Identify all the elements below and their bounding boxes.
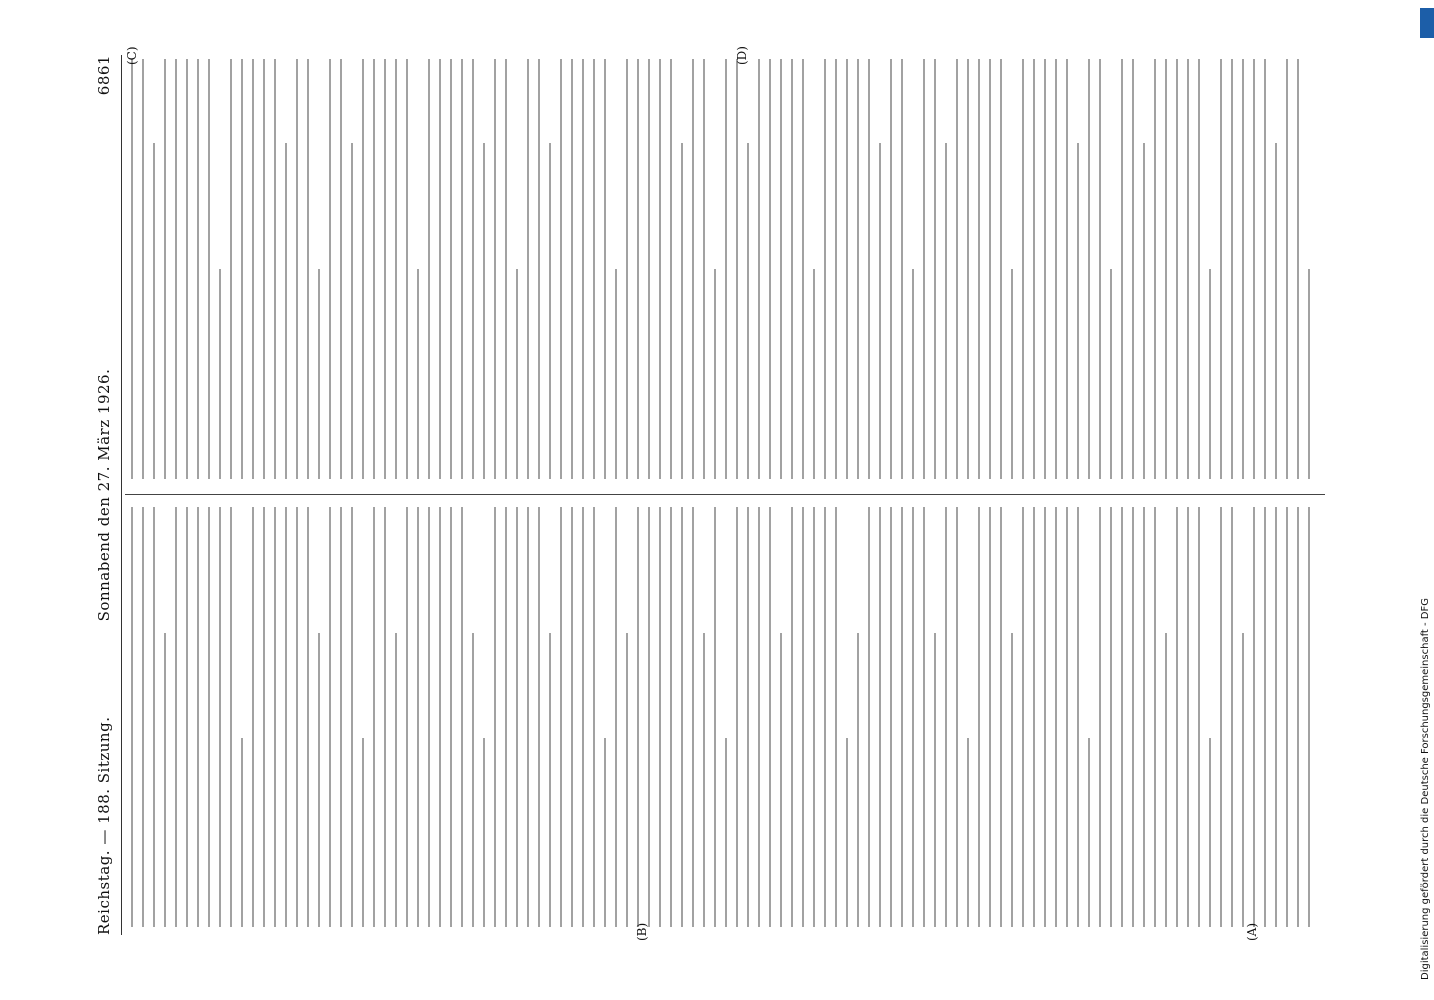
text-line	[274, 507, 276, 927]
text-line	[208, 59, 210, 479]
text-line	[868, 59, 870, 479]
text-line	[626, 633, 628, 927]
text-line	[340, 59, 342, 479]
text-line	[648, 59, 650, 479]
text-line	[835, 507, 837, 927]
text-line	[736, 507, 738, 927]
text-line	[263, 59, 265, 479]
text-line	[1132, 59, 1134, 479]
text-line	[956, 59, 958, 479]
text-line	[989, 59, 991, 479]
text-line	[1220, 59, 1222, 479]
text-line	[538, 59, 540, 479]
text-line	[791, 59, 793, 479]
text-line	[1143, 507, 1145, 927]
text-line	[703, 633, 705, 927]
text-line	[1033, 507, 1035, 927]
text-line	[1132, 507, 1134, 927]
text-line	[241, 738, 243, 927]
text-line	[1110, 269, 1112, 479]
text-line	[428, 59, 430, 479]
text-line	[1209, 738, 1211, 927]
text-line	[417, 269, 419, 479]
text-line	[890, 507, 892, 927]
text-line	[307, 507, 309, 927]
text-line	[1066, 507, 1068, 927]
text-line	[494, 507, 496, 927]
text-line	[1088, 738, 1090, 927]
text-line	[879, 143, 881, 479]
text-line	[483, 738, 485, 927]
text-line	[747, 507, 749, 927]
text-line	[1264, 59, 1266, 479]
text-line	[307, 59, 309, 479]
text-line	[1187, 59, 1189, 479]
text-line	[252, 507, 254, 927]
text-line	[208, 507, 210, 927]
text-line	[197, 59, 199, 479]
text-line	[384, 59, 386, 479]
text-line	[1165, 59, 1167, 479]
dfg-logo	[1420, 8, 1434, 38]
text-line	[1110, 507, 1112, 927]
margin-marker-a: (A)	[1245, 922, 1259, 941]
text-line	[934, 633, 936, 927]
text-line	[747, 143, 749, 479]
text-line	[340, 507, 342, 927]
text-line	[1055, 59, 1057, 479]
text-line	[296, 507, 298, 927]
text-line	[813, 269, 815, 479]
text-line	[1022, 59, 1024, 479]
text-line	[1231, 59, 1233, 479]
text-line	[846, 59, 848, 479]
text-line	[505, 507, 507, 927]
text-line	[967, 738, 969, 927]
text-line	[978, 59, 980, 479]
text-line	[406, 507, 408, 927]
text-line	[626, 59, 628, 479]
text-line	[857, 59, 859, 479]
text-line	[560, 507, 562, 927]
text-line	[604, 738, 606, 927]
text-line	[1209, 269, 1211, 479]
text-line	[1242, 59, 1244, 479]
text-line	[219, 269, 221, 479]
text-line	[351, 507, 353, 927]
text-line	[439, 59, 441, 479]
text-line	[615, 507, 617, 927]
text-line	[1264, 507, 1266, 927]
page-header	[95, 55, 121, 935]
text-line	[901, 59, 903, 479]
text-line	[230, 59, 232, 479]
text-line	[571, 507, 573, 927]
text-line	[329, 59, 331, 479]
text-line	[1077, 143, 1079, 479]
text-line	[1176, 507, 1178, 927]
text-line	[659, 507, 661, 927]
text-line	[164, 633, 166, 927]
text-line	[450, 507, 452, 927]
text-line	[285, 507, 287, 927]
text-line	[362, 738, 364, 927]
text-line	[351, 143, 353, 479]
text-line	[274, 59, 276, 479]
text-line	[835, 59, 837, 479]
text-line	[494, 59, 496, 479]
text-line	[1297, 507, 1299, 927]
text-line	[582, 59, 584, 479]
text-line	[725, 59, 727, 479]
text-line	[692, 507, 694, 927]
text-line	[230, 507, 232, 927]
text-line	[164, 59, 166, 479]
text-line	[967, 59, 969, 479]
text-line	[296, 59, 298, 479]
text-line	[175, 59, 177, 479]
text-line	[593, 59, 595, 479]
text-line	[582, 507, 584, 927]
rotated-page-content	[95, 45, 1345, 945]
text-line	[1011, 269, 1013, 479]
text-line	[681, 507, 683, 927]
text-line	[1253, 507, 1255, 927]
column-divider	[125, 494, 1325, 495]
text-line	[670, 59, 672, 479]
text-line	[714, 507, 716, 927]
text-line	[1308, 507, 1310, 927]
text-line	[1033, 59, 1035, 479]
text-line	[142, 507, 144, 927]
text-line	[1297, 59, 1299, 479]
text-line	[1066, 59, 1068, 479]
margin-marker-d: (D)	[735, 46, 749, 65]
margin-marker-c: (C)	[125, 46, 139, 65]
text-line	[186, 507, 188, 927]
text-line	[736, 59, 738, 479]
text-line	[1121, 507, 1123, 927]
text-line	[1022, 507, 1024, 927]
text-line	[142, 59, 144, 479]
text-line	[692, 59, 694, 479]
text-line	[956, 507, 958, 927]
text-line	[1198, 507, 1200, 927]
text-line	[670, 507, 672, 927]
text-line	[593, 507, 595, 927]
text-line	[1286, 59, 1288, 479]
text-line	[824, 507, 826, 927]
text-line	[615, 269, 617, 479]
text-line	[1000, 59, 1002, 479]
text-line	[1231, 507, 1233, 927]
text-line	[318, 269, 320, 479]
text-line	[637, 59, 639, 479]
text-line	[1044, 507, 1046, 927]
text-line	[1275, 143, 1277, 479]
text-line	[516, 269, 518, 479]
text-line	[1077, 507, 1079, 927]
text-line	[868, 507, 870, 927]
text-line	[384, 507, 386, 927]
text-line	[1154, 507, 1156, 927]
text-line	[1176, 59, 1178, 479]
margin-marker-b: (B)	[635, 922, 649, 941]
text-line	[901, 507, 903, 927]
text-line	[945, 507, 947, 927]
text-line	[923, 59, 925, 479]
text-line	[1099, 59, 1101, 479]
text-line	[395, 59, 397, 479]
text-line	[989, 507, 991, 927]
text-line	[505, 59, 507, 479]
text-line	[945, 143, 947, 479]
text-line	[934, 59, 936, 479]
text-line	[472, 59, 474, 479]
text-line	[252, 59, 254, 479]
text-line	[758, 507, 760, 927]
text-line	[417, 507, 419, 927]
header-date: Sonnabend den 27. März 1926.	[95, 368, 113, 622]
right-column-text	[131, 59, 1319, 479]
text-line	[1088, 59, 1090, 479]
text-line	[1121, 59, 1123, 479]
text-line	[131, 59, 133, 479]
text-line	[1011, 633, 1013, 927]
text-line	[912, 269, 914, 479]
text-line	[923, 507, 925, 927]
text-line	[285, 143, 287, 479]
text-line	[461, 507, 463, 927]
text-line	[1253, 59, 1255, 479]
text-line	[659, 59, 661, 479]
text-line	[186, 59, 188, 479]
text-line	[263, 507, 265, 927]
text-line	[857, 633, 859, 927]
text-line	[483, 143, 485, 479]
text-line	[219, 507, 221, 927]
text-line	[1308, 269, 1310, 479]
text-line	[912, 507, 914, 927]
text-line	[604, 59, 606, 479]
text-line	[791, 507, 793, 927]
text-line	[153, 143, 155, 479]
text-line	[549, 143, 551, 479]
text-line	[175, 507, 177, 927]
text-line	[802, 59, 804, 479]
text-line	[1143, 143, 1145, 479]
text-line	[769, 59, 771, 479]
left-column-text	[131, 507, 1319, 927]
text-line	[428, 507, 430, 927]
text-line	[373, 507, 375, 927]
text-line	[153, 507, 155, 927]
page-number: 6861	[95, 55, 113, 96]
header-left: Reichstag. — 188. Sitzung.	[95, 716, 113, 935]
text-line	[703, 59, 705, 479]
text-line	[637, 507, 639, 927]
text-line	[1220, 507, 1222, 927]
text-line	[1187, 507, 1189, 927]
dfg-credit: Digitalisierung gefördert durch die Deutsche Forschungsgemeinschaft - DFG	[1420, 597, 1431, 980]
text-line	[373, 59, 375, 479]
text-line	[648, 507, 650, 927]
header-rule	[121, 55, 122, 935]
text-line	[461, 59, 463, 479]
text-line	[362, 59, 364, 479]
text-line	[890, 59, 892, 479]
text-line	[527, 59, 529, 479]
text-line	[1099, 507, 1101, 927]
text-line	[802, 507, 804, 927]
text-line	[1165, 633, 1167, 927]
text-line	[516, 507, 518, 927]
text-line	[1275, 507, 1277, 927]
text-line	[549, 633, 551, 927]
text-line	[824, 59, 826, 479]
text-line	[879, 507, 881, 927]
text-line	[329, 507, 331, 927]
text-line	[846, 738, 848, 927]
text-line	[472, 633, 474, 927]
text-line	[406, 59, 408, 479]
text-line	[197, 507, 199, 927]
text-line	[813, 507, 815, 927]
text-line	[439, 507, 441, 927]
text-line	[1000, 507, 1002, 927]
text-line	[241, 59, 243, 479]
text-line	[1055, 507, 1057, 927]
text-line	[1242, 633, 1244, 927]
text-line	[571, 59, 573, 479]
text-line	[527, 507, 529, 927]
text-line	[769, 507, 771, 927]
text-line	[131, 507, 133, 927]
text-line	[450, 59, 452, 479]
text-line	[1286, 507, 1288, 927]
text-line	[1044, 59, 1046, 479]
text-line	[714, 269, 716, 479]
text-line	[318, 633, 320, 927]
text-line	[1154, 59, 1156, 479]
text-line	[681, 143, 683, 479]
text-line	[538, 507, 540, 927]
text-line	[758, 59, 760, 479]
text-line	[978, 507, 980, 927]
text-line	[395, 633, 397, 927]
text-line	[780, 59, 782, 479]
text-line	[560, 59, 562, 479]
text-line	[1198, 59, 1200, 479]
text-line	[725, 738, 727, 927]
text-line	[780, 633, 782, 927]
